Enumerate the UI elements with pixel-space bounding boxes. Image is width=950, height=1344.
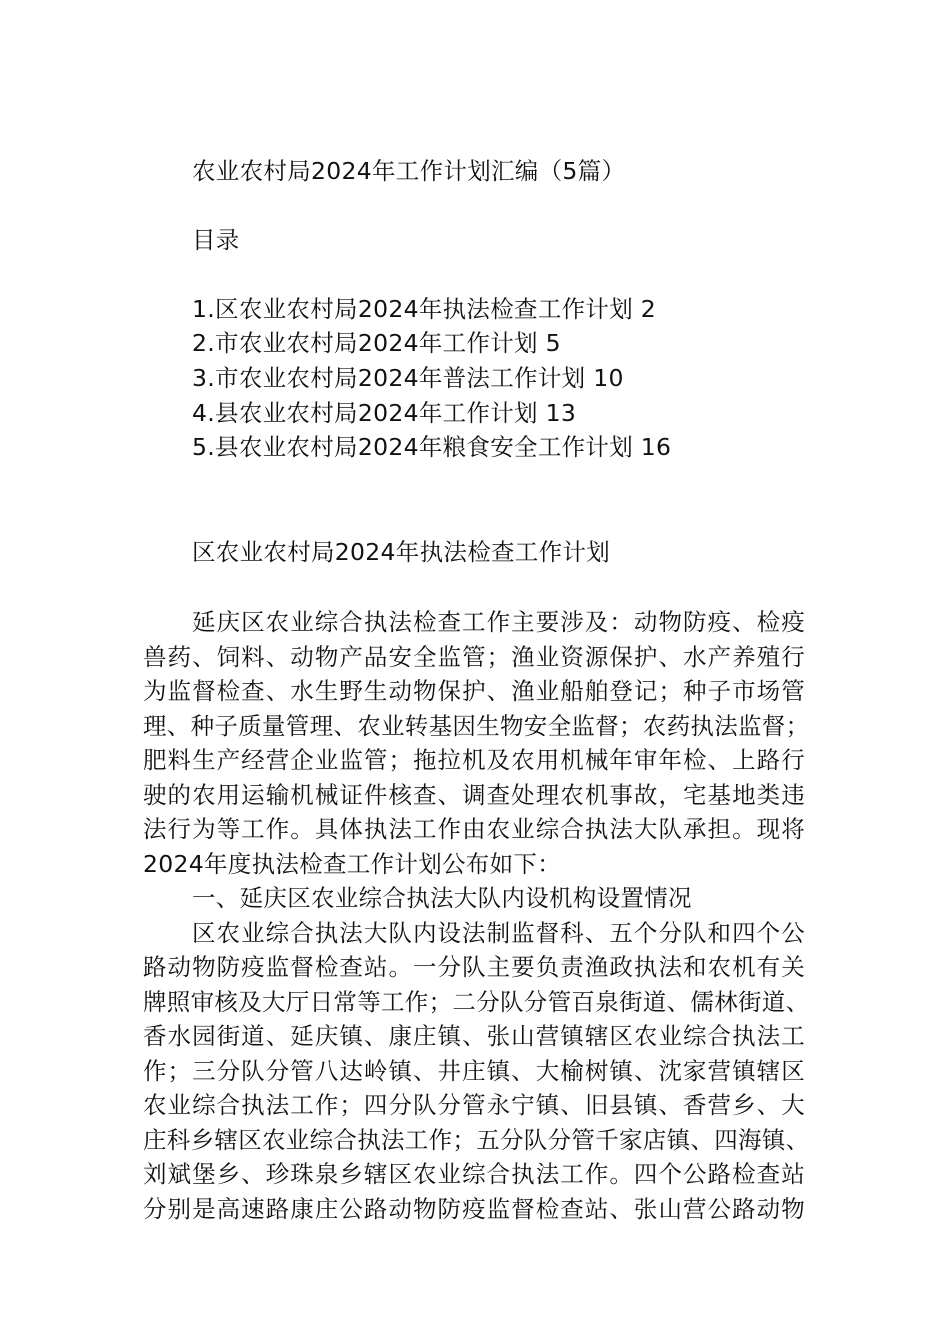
body-line: 为监督检查、水生野生动物保护、渔业船舶登记；种子市场管 [143, 677, 805, 705]
body-line: 路动物防疫监督检查站。一分队主要负责渔政执法和农机有关 [143, 953, 805, 981]
body-line: 刘斌堡乡、珍珠泉乡辖区农业综合执法工作。四个公路检查站 [143, 1160, 805, 1188]
toc-item-2[interactable]: 2.市农业农村局2024年工作计划 5 [192, 329, 561, 357]
body-line: 香水园街道、延庆镇、康庄镇、张山营镇辖区农业综合执法工 [143, 1022, 805, 1050]
toc-item-5[interactable]: 5.县农业农村局2024年粮食安全工作计划 16 [192, 433, 672, 461]
toc-item-3[interactable]: 3.市农业农村局2024年普法工作计划 10 [192, 364, 624, 392]
document-title: 农业农村局2024年工作计划汇编（5篇） [192, 157, 626, 185]
body-line: 2024年度执法检查工作计划公布如下： [143, 850, 562, 878]
body-line: 理、种子质量管理、农业转基因生物安全监督；农药执法监督； [143, 712, 810, 740]
subsection-heading: 一、延庆区农业综合执法大队内设机构设置情况 [192, 884, 692, 912]
body-line: 法行为等工作。具体执法工作由农业综合执法大队承担。现将 [143, 815, 805, 843]
body-line: 农业综合执法工作；四分队分管永宁镇、旧县镇、香营乡、大 [143, 1091, 805, 1119]
body-line: 兽药、饲料、动物产品安全监管；渔业资源保护、水产养殖行 [143, 643, 805, 671]
body-line: 分别是高速路康庄公路动物防疫监督检查站、张山营公路动物 [143, 1195, 805, 1223]
section-title: 区农业农村局2024年执法检查工作计划 [192, 538, 611, 566]
body-line: 区农业综合执法大队内设法制监督科、五个分队和四个公 [192, 919, 805, 947]
body-line: 庄科乡辖区农业综合执法工作；五分队分管千家店镇、四海镇、 [143, 1126, 810, 1154]
body-line: 牌照审核及大厅日常等工作；二分队分管百泉街道、儒林街道、 [143, 988, 810, 1016]
toc-item-1[interactable]: 1.区农业农村局2024年执法检查工作计划 2 [192, 295, 657, 323]
toc-heading: 目录 [192, 226, 240, 254]
body-line: 延庆区农业综合执法检查工作主要涉及：动物防疫、检疫 [192, 608, 805, 636]
body-line: 肥料生产经营企业监管；拖拉机及农用机械年审年检、上路行 [143, 746, 805, 774]
body-line: 驶的农用运输机械证件核查、调查处理农机事故，宅基地类违 [143, 781, 805, 809]
body-line: 作；三分队分管八达岭镇、井庄镇、大榆树镇、沈家营镇辖区 [143, 1057, 805, 1085]
toc-item-4[interactable]: 4.县农业农村局2024年工作计划 13 [192, 399, 577, 427]
